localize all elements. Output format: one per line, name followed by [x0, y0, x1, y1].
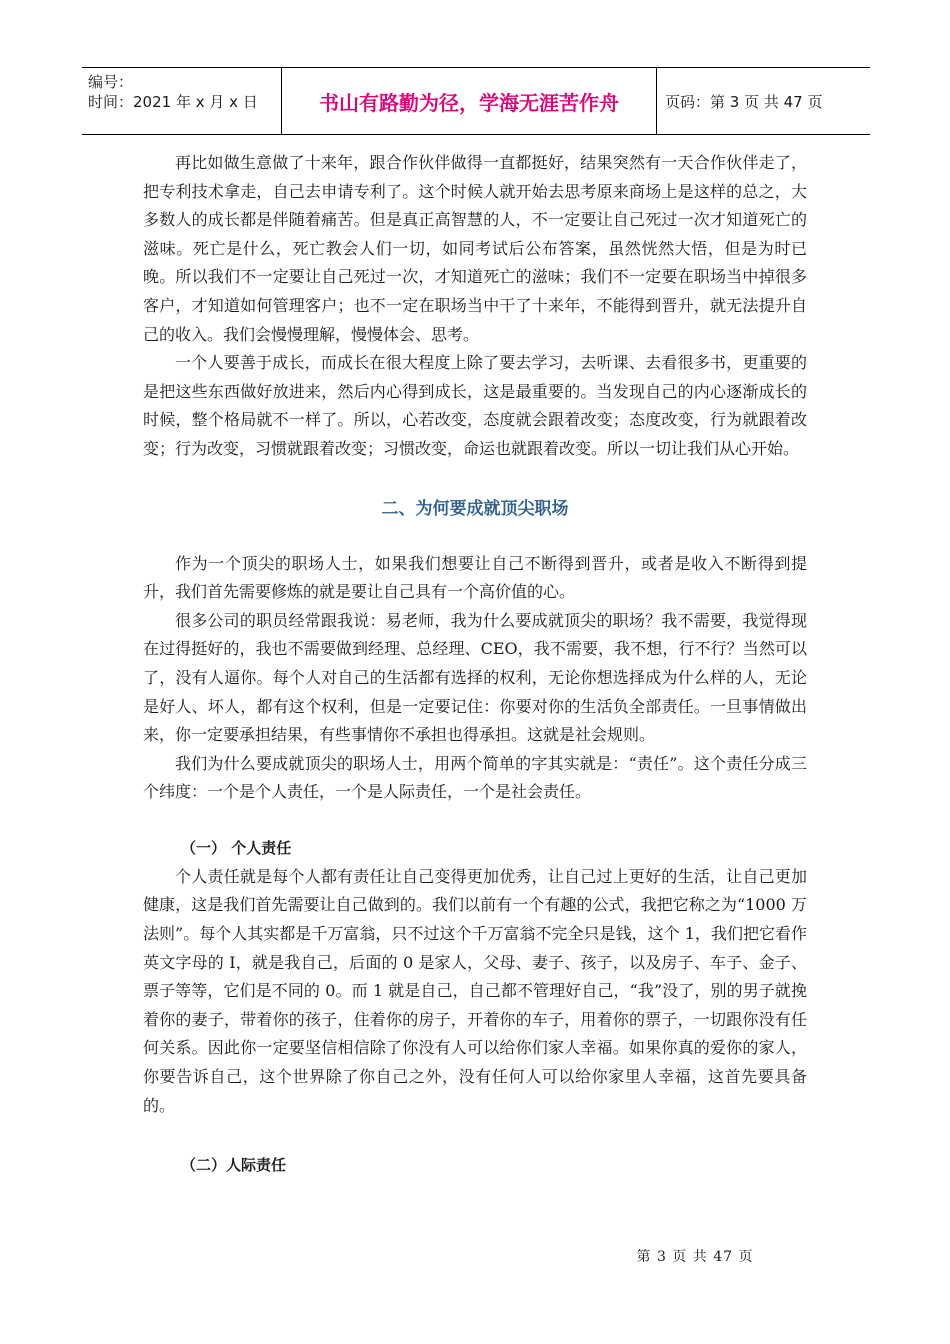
- header-meta: [82, 68, 282, 134]
- body-paragraph: 再比如做生意做了十来年，跟合作伙伴做得一直都挺好，结果突然有一天合作伙伴走了，把专利技术拿走，自己去申请专利了。这个时候人就开始去思考原来商场上是这样的总之，大多数人的成长都是伴随着痛苦。但是真正高智慧的人，不一定要让自己死过一次才知道死亡的滋味。死亡是什么，死亡教会人们一切，如同考试后公布答案，虽然恍然大悟，但是为时已晚。所以我们不一定要让自己死过一次，才知道死亡的滋味；我们不一定要在职场当中掉很多客户，才知道如何管理客户；也不一定在职场当中干了十来年，不能得到晋升，就无法提升自己的收入。我们会慢慢理解，慢慢体会、思考。: [143, 153, 807, 344]
- body-paragraph: 个人责任就是每个人都有责任让自己变得更加优秀，让自己过上更好的生活，让自己更加健康，这是我们首先需要让自己做到的。我们以前有一个有趣的公式，我把它称之为“1000 万法则”。每个人其实都是千万富翁，只不过这个千万富翁不完全只是钱，这个 1，我们把它看作英文字母的 I，就是我自己，后面的 0 是家人，父母、妻子、孩子，以及房子、车子、金子、票子等等，它们是不同的 0。而 1 就是自己，自己都不管理好自己，“我”没了，别的男子就挽着你的妻子，带着你的孩子，住着你的房子，开着你的车子，用着你的票子，一切跟你没有任何关系。因此你一定要坚信相信除了你没有人可以给你们家人幸福。如果你真的爱你的家人，你要告诉自己，这个世界除了你自己之外，没有任何人可以给你家里人幸福，这首先要具备的。: [143, 866, 807, 1115]
- body-paragraph: 很多公司的职员经常跟我说：易老师，我为什么要成就顶尖的职场？我不需要，我觉得现在过得挺好的，我也不需要做到经理、总经理、CEO，我不需要，我不想，行不行？当然可以了，没有人逼你。每个人对自己的生活都有选择的权利，无论你想选择成为什么样的人，无论是好人、坏人，都有这个权利，但是一定要记住：你要对你的生活负全部责任。一旦事情做出来，你一定要承担结果，有些事情你不承担也得承担。这就是社会规则。: [143, 610, 807, 745]
- header-number-label: 编号：: [88, 73, 134, 91]
- header-page-info: 页码：第 3 页 共 47 页: [665, 92, 823, 111]
- body-paragraph: 一个人要善于成长，而成长在很大程度上除了要去学习，去听课、去看很多书，更重要的是把这些东西做好放进来，然后内心得到成长，这是最重要的。当发现自己的内心逐渐成长的时候，整个格局就不一样了。所以，心若改变，态度就会跟着改变；态度改变，行为就跟着改变；行为改变，习惯就跟着改变；习惯改变，命运也就跟着改变。所以一切让我们从心开始。: [143, 353, 807, 458]
- page-footer: [0, 1246, 950, 1266]
- body-paragraph: 作为一个顶尖的职场人士，如果我们想要让自己不断得到晋升，或者是收入不断得到提升，我们首先需要修炼的就是要让自己具有一个高价值的心。: [143, 553, 807, 602]
- subsection-title-personal: （一） 个人责任: [181, 838, 292, 857]
- subsection-title-interpersonal: （二）人际责任: [181, 1156, 287, 1175]
- body-paragraph: 我们为什么要成就顶尖的职场人士，用两个简单的字其实就是：“责任”。这个责任分成三个纬度：一个是个人责任，一个是人际责任，一个是社会责任。: [143, 753, 807, 802]
- footer-page-number: 第 3 页 共 47 页: [636, 1249, 754, 1265]
- document-body: [143, 149, 807, 1180]
- header-date-label: 时间：2021 年 x 月 x 日: [88, 93, 258, 111]
- page-header: [82, 67, 870, 135]
- header-motto: 书山有路勤为径，学海无涯苦作舟: [282, 68, 657, 134]
- section-title: 二、为何要成就顶尖职场: [381, 498, 569, 519]
